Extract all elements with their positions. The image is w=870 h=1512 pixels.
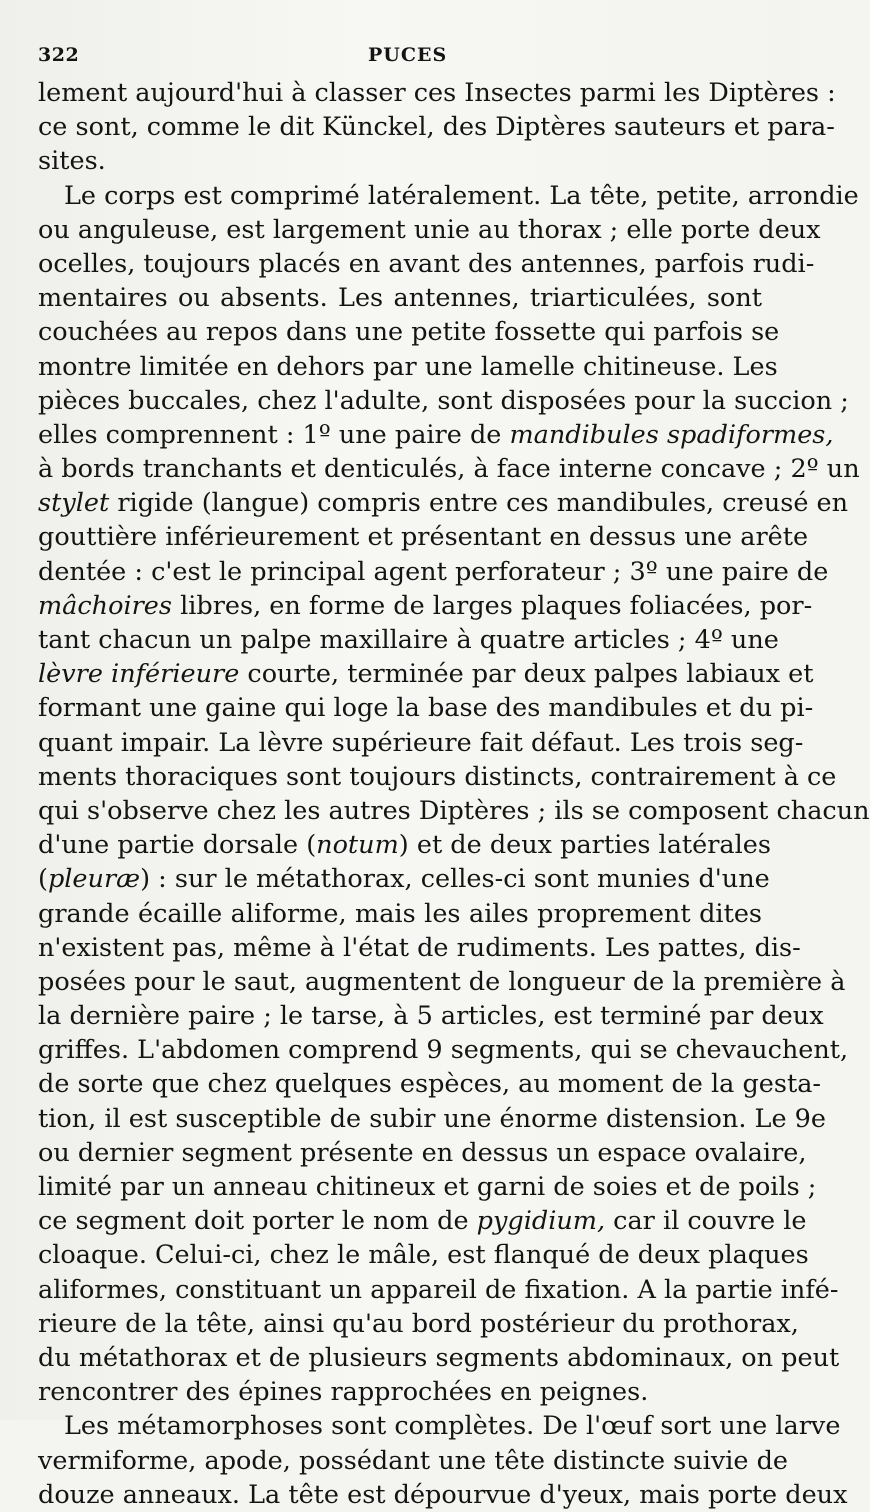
text-line: gouttière inférieurement et présentant en dessus une arête (38, 522, 809, 553)
text-line: ou dernier segment présente en dessus un espace ovalaire, (38, 1137, 807, 1168)
text-line: limité par un anneau chitineux et garni de soies et de poils ; (38, 1172, 817, 1202)
text-line: ocelles, toujours placés en avant des antennes, parfois rudi- (38, 248, 815, 279)
text-line: rencontrer des épines rapprochées en peignes. (38, 1377, 649, 1408)
body-text (38, 76, 870, 1512)
italic-term-machoires: mâchoires (38, 590, 172, 621)
running-title: PUCES (368, 44, 448, 66)
text-line: grande écaille aliforme, mais les ailes proprement dites (38, 898, 762, 929)
paragraph-start-line: Les métamorphoses sont complètes. De l'œuf sort une larve (64, 1411, 841, 1442)
text-line: qui s'observe chez les autres Diptères ; ils se composent chacun (38, 795, 870, 826)
page-number: 322 (38, 44, 80, 66)
text-line: ou anguleuse, est largement unie au thorax ; elle porte deux (38, 214, 821, 245)
text-line: mentaires ou absents. Les antennes, triarticulées, sont (38, 283, 762, 314)
text-line: aliformes, constituant un appareil de fixation. A la partie infé- (38, 1274, 839, 1305)
page-header (38, 44, 760, 72)
text-fragment: courte, terminée par deux palpes labiaux et (247, 659, 814, 690)
text-line: cloaque. Celui-ci, chez le mâle, est flanqué de deux plaques (38, 1240, 809, 1271)
text-line: quant impair. La lèvre supérieure fait défaut. Les trois seg- (38, 727, 804, 758)
text-fragment: ( (38, 864, 48, 895)
text-line: pièces buccales, chez l'adulte, sont disposées pour la succion ; (38, 385, 849, 416)
text-line: montre limitée en dehors par une lamelle chitineuse. Les (38, 351, 778, 382)
text-line: de sorte que chez quelques espèces, au moment de la gesta- (38, 1069, 822, 1100)
text-line: dentée : c'est le principal agent perforateur ; 3º une paire de (38, 556, 829, 587)
text-fragment: ) et de deux parties latérales (398, 830, 771, 861)
text-fragment: rigide (langue) compris entre ces mandibules, creusé en (117, 488, 849, 519)
text-line: formant une gaine qui loge la base des mandibules et du pi- (38, 693, 814, 724)
text-line (38, 828, 771, 862)
text-line (38, 589, 813, 623)
text-line (38, 418, 834, 452)
text-line: couchées au repos dans une petite fossette qui parfois se (38, 317, 780, 348)
italic-term-pygidium: pygidium, (476, 1206, 606, 1237)
italic-term-spadiformes: spadiformes, (666, 419, 834, 450)
text-fragment: d'une partie dorsale ( (38, 830, 317, 861)
text-line (38, 486, 849, 520)
italic-term-stylet: stylet (38, 488, 110, 519)
text-line: lement aujourd'hui à classer ces Insectes parmi les Diptères : (38, 78, 836, 108)
italic-term-levre-inferieure: lèvre inférieure (38, 659, 240, 690)
text-fragment: car il couvre le (613, 1206, 807, 1237)
italic-term-mandibules: mandibules (509, 419, 659, 450)
text-line: rieure de la tête, ainsi qu'au bord postérieur du prothorax, (38, 1308, 799, 1339)
text-fragment: libres, en forme de larges plaques foliacées, por- (180, 590, 813, 621)
text-line: douze anneaux. La tête est dépourvue d'yeux, mais porte deux (38, 1479, 848, 1510)
italic-term-pleurae: pleuræ (47, 864, 141, 895)
text-line: vermiforme, apode, possédant une tête distincte suivie de (38, 1445, 789, 1476)
text-line: à bords tranchants et denticulés, à face interne concave ; 2º un (38, 454, 860, 485)
text-line: ments thoraciques sont toujours distincts, contrairement à ce (38, 761, 837, 792)
text-fragment: ) : sur le métathorax, celles-ci sont munies d'une (140, 864, 770, 895)
text-line: tion, il est susceptible de subir une énorme distension. Le 9e (38, 1103, 826, 1134)
text-line: sites. (38, 146, 106, 177)
paragraph-start-line: Le corps est comprimé latéralement. La tête, petite, arrondie (64, 180, 859, 211)
text-line: n'existent pas, même à l'état de rudiments. Les pattes, dis- (38, 932, 801, 963)
text-line: ce sont, comme le dit Künckel, des Diptères sauteurs et para- (38, 112, 835, 143)
text-line: griffes. L'abdomen comprend 9 segments, qui se chevauchent, (38, 1035, 849, 1066)
text-line: la dernière paire ; le tarse, à 5 articles, est terminé par deux (38, 1001, 824, 1032)
text-line (38, 657, 814, 691)
text-fragment: ce segment doit porter le nom de (38, 1206, 469, 1237)
text-line: posées pour le saut, augmentent de longueur de la première à (38, 966, 846, 997)
text-fragment: elles comprennent : 1º une paire de (38, 419, 502, 450)
italic-term-notum: notum (316, 830, 399, 861)
text-line (38, 1204, 807, 1238)
text-line: tant chacun un palpe maxillaire à quatre articles ; 4º une (38, 625, 779, 655)
text-line: du métathorax et de plusieurs segments abdominaux, on peut (38, 1342, 840, 1373)
text-line (38, 862, 770, 896)
